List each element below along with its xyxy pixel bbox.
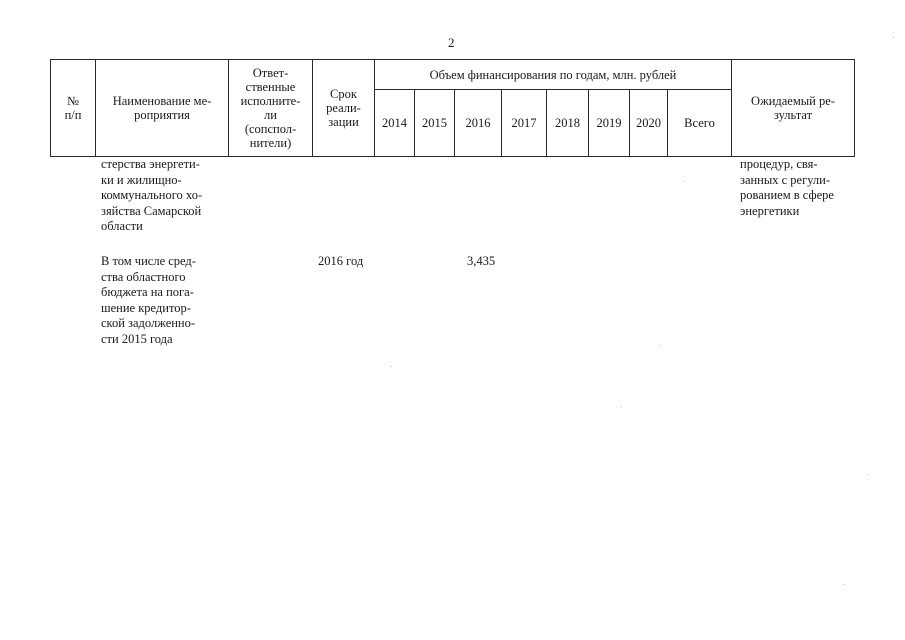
header-year-2015: 2015 [415,90,455,157]
row2-value-2016: 3,435 [467,254,496,268]
row2-name: В том числе сред- ства областного бюджета на пога- шение кредитор- ской задолженно- сти 2015 года [101,254,196,346]
header-year-2019: 2019 [589,90,630,157]
scan-speck [660,345,661,346]
header-total: Всего [668,90,732,157]
page-number: 2 [448,35,455,50]
header-year-2018: 2018 [547,90,589,157]
header-year-2020: 2020 [630,90,668,157]
header-year-2016: 2016 [455,90,502,157]
table-header [50,59,855,157]
row1-name: стерства энергети- ки и жилищно- коммунального хо- зяйства Самарской области [101,157,203,233]
header-funding: Объем финансирования по годам, млн. рублей [375,60,732,90]
scan-speck [684,181,685,182]
header-term: Срок реали- зации [313,60,375,157]
scan-speck [893,37,894,38]
header-responsible: Ответ- ственные исполните- ли (сопспол- нители) [229,60,313,157]
header-name: Наименование ме- роприятия [96,60,229,157]
scan-speck [868,474,869,475]
row2-term: 2016 год [318,254,364,268]
header-year-2017: 2017 [502,90,547,157]
scan-speck [843,584,844,585]
scan-speck [391,366,392,367]
row1-result: процедур, свя- занных с регули- рованием в сфере энергетики [740,157,834,218]
header-number: № п/п [51,60,96,157]
scan-speck [621,406,622,407]
header-year-2014: 2014 [375,90,415,157]
header-result: Ожидаемый ре- зультат [732,60,855,157]
